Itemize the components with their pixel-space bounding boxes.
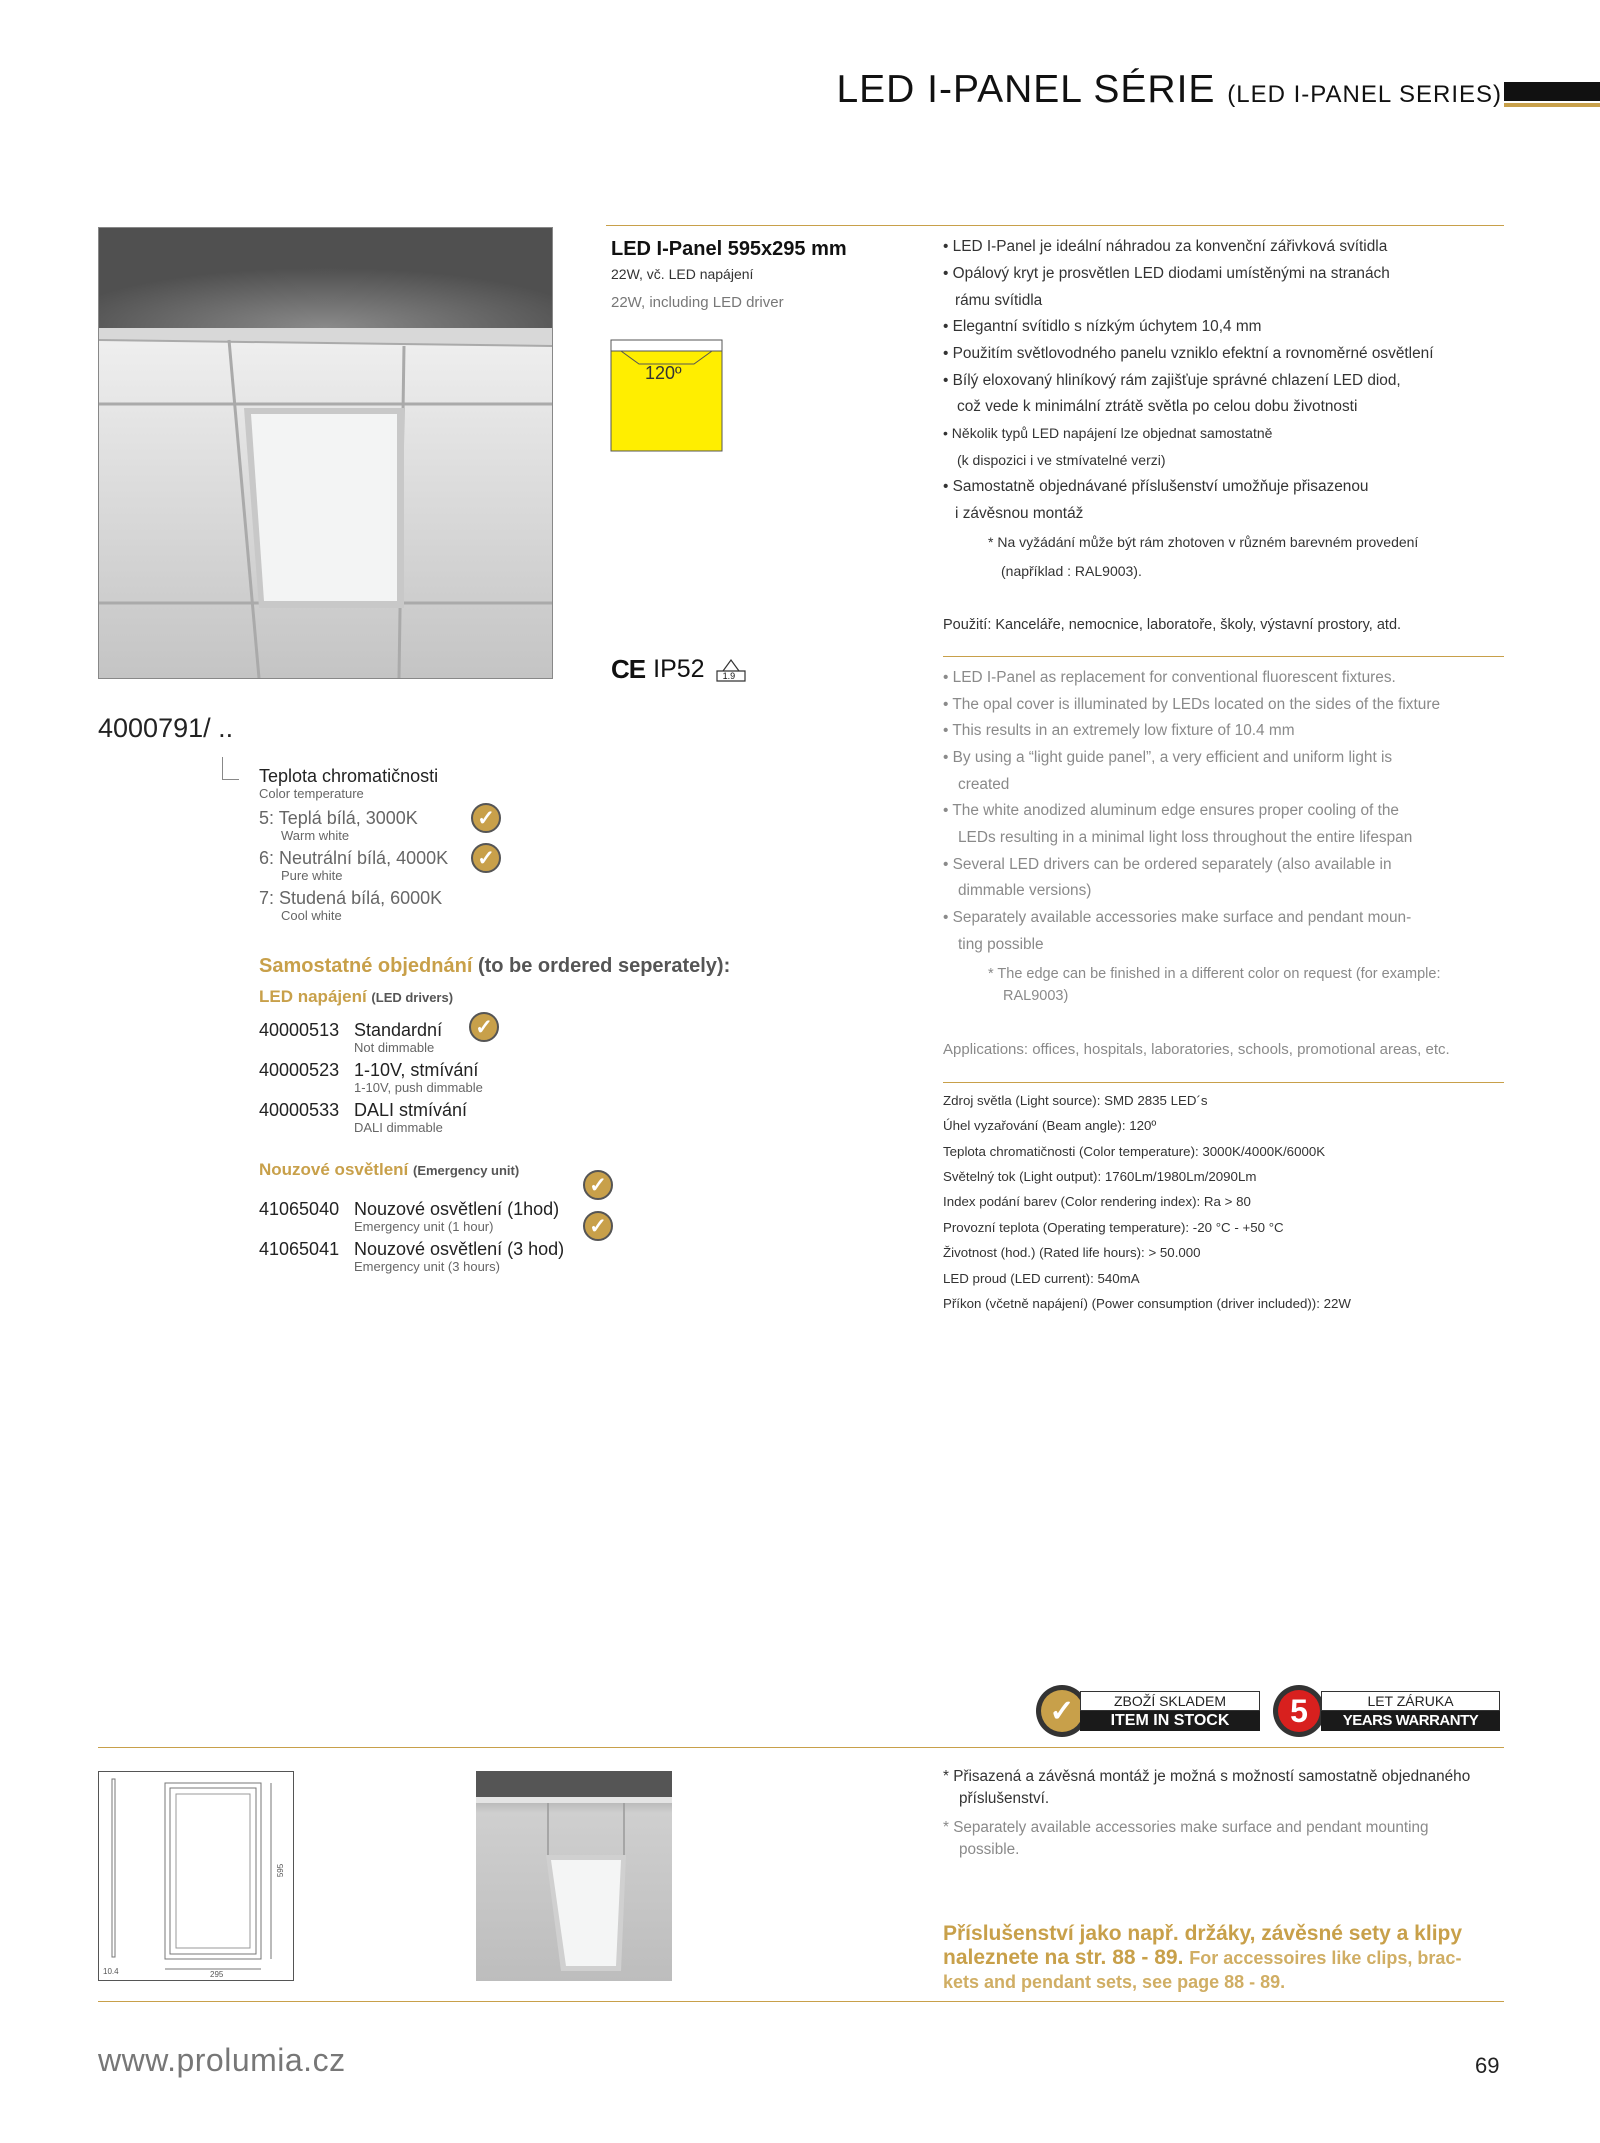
page-number: 69 [1475, 2053, 1500, 2078]
dim-width: 295 [210, 1970, 224, 1979]
feature-cz: • LED I-Panel je ideální náhradou za konvenční zářivková svítidla [943, 238, 1388, 255]
spec-item: Úhel vyzařování (Beam angle): 120º [943, 1118, 1157, 1133]
feature-en: • By using a “light guide panel”, a very efficient and uniform light is [943, 749, 1393, 766]
option-cool-sub: Cool white [281, 908, 342, 923]
dim-depth: 10.4 [103, 1967, 119, 1976]
lower-divider [98, 1747, 1504, 1748]
driver-code: 40000533 [259, 1100, 340, 1120]
dim-height: 595 [276, 1863, 286, 1878]
feature-en: • The white anodized aluminum edge ensures proper cooling of the [943, 802, 1399, 819]
in-stock-check-icon: ✓ [583, 1170, 613, 1200]
bottom-divider [98, 2001, 1504, 2002]
footer-url[interactable]: www.prolumia.cz [98, 2042, 346, 2078]
feature-en: created [958, 776, 1010, 793]
driver-name: Standardní [354, 1020, 443, 1040]
spec-item: LED proud (LED current): 540mA [943, 1271, 1140, 1286]
spec-divider [943, 1082, 1504, 1083]
emergency-name: Nouzové osvětlení (1hod) [354, 1199, 560, 1219]
color-temp-label: Teplota chromatičnosti [259, 766, 439, 786]
product-power-cz: 22W, vč. LED napájení [611, 266, 754, 282]
emergency-title [259, 1160, 519, 1180]
driver-sub: DALI dimmable [354, 1120, 443, 1135]
spec-item: Teplota chromatičnosti (Color temperature): 3000K/4000K/6000K [943, 1144, 1326, 1159]
footnote-en: possible. [959, 1841, 1020, 1858]
mid-divider [943, 656, 1504, 657]
feature-cz: • Elegantní svítidlo s nízkým úchytem 10,4 mm [943, 318, 1262, 335]
feature-cz: což vede k minimální ztrátě světla po celou dobu životnosti [957, 398, 1358, 415]
feature-cz: (k dispozici i ve stmívatelné verzi) [957, 452, 1166, 468]
emergency-sub: Emergency unit (1 hour) [354, 1219, 494, 1234]
feature-en: dimmable versions) [958, 882, 1092, 899]
product-power-en: 22W, including LED driver [611, 294, 784, 311]
beam-angle-value: 120º [645, 363, 682, 383]
feature-en: ting possible [958, 936, 1044, 953]
pendant-photo [476, 1771, 672, 1981]
product-code: 4000791/ .. [98, 713, 234, 743]
emergency-sub: Emergency unit (3 hours) [354, 1259, 500, 1274]
feature-en-note: * The edge can be finished in a different color on request (for example: [988, 966, 1441, 982]
ip-rating: IP52 [653, 655, 705, 683]
in-stock-check-icon: ✓ [471, 843, 501, 873]
ce-mark-icon: CE [611, 654, 646, 684]
option-neutral-sub: Pure white [281, 868, 343, 883]
fixture-rating-icon [713, 657, 749, 683]
spec-item: Životnost (hod.) (Rated life hours): > 50.000 [943, 1245, 1201, 1260]
driver-code: 40000513 [259, 1020, 340, 1040]
feature-cz-note: (například : RAL9003). [1001, 563, 1142, 579]
accessories-line2 [943, 1946, 1461, 1970]
color-temp-label-en: Color temperature [259, 786, 364, 801]
accessories-en-line3: kets and pendant sets, see page 88 - 89. [943, 1972, 1286, 1992]
driver-sub: Not dimmable [354, 1040, 435, 1055]
header-bar-black [1504, 82, 1600, 101]
spec-item: Příkon (včetně napájení) (Power consumption (driver included)): 22W [943, 1296, 1351, 1311]
driver-name: 1-10V, stmívání [354, 1060, 479, 1080]
emergency-code: 41065040 [259, 1199, 340, 1219]
in-stock-check-icon: ✓ [469, 1012, 499, 1042]
feature-cz: i závěsnou montáž [955, 505, 1084, 522]
warranty-number: 5 [1278, 1690, 1320, 1732]
feature-en: • Several LED drivers can be ordered separately (also available in [943, 856, 1392, 873]
option-warm: 5: Teplá bílá, 3000K [259, 808, 418, 828]
title-sub: (LED I-PANEL SERIES) [1227, 81, 1502, 108]
separate-order-title-cz: Samostatné objednání [259, 955, 473, 977]
product-photo [98, 227, 553, 679]
warranty-number-icon [1273, 1685, 1325, 1737]
spec-item: Zdroj světla (Light source): SMD 2835 LED´s [943, 1093, 1208, 1108]
title-main: LED I-PANEL SÉRIE [836, 68, 1216, 111]
feature-en: • The opal cover is illuminated by LEDs located on the sides of the fixture [943, 696, 1441, 713]
feature-cz: • Několik typů LED napájení lze objednat samostatně [943, 425, 1273, 441]
item-in-stock-badge [1036, 1685, 1258, 1737]
in-stock-check-icon: ✓ [471, 803, 501, 833]
beam-angle-icon [609, 338, 724, 453]
feature-cz: rámu svítidla [955, 292, 1043, 309]
accessories-cz: naleznete na str. 88 - 89. [943, 1946, 1184, 1969]
code-connector [222, 757, 239, 780]
warranty-en: YEARS WARRANTY [1321, 1711, 1500, 1731]
separate-order-title-en: (to be ordered seperately): [477, 955, 731, 977]
fixture-rating-value: 1.9 [722, 670, 736, 681]
option-warm-sub: Warm white [281, 828, 350, 843]
footnote-en: * Separately available accessories make surface and pendant mounting [943, 1819, 1429, 1836]
warranty-cz: LET ZÁRUKA [1321, 1691, 1500, 1711]
emergency-title-en: (Emergency unit) [413, 1163, 520, 1178]
emergency-title-cz: Nouzové osvětlení [259, 1160, 409, 1179]
emergency-name: Nouzové osvětlení (3 hod) [354, 1239, 565, 1259]
technical-drawing [98, 1771, 294, 1981]
certification-row [611, 654, 749, 685]
drivers-title-cz: LED napájení [259, 987, 367, 1006]
emergency-code: 41065041 [259, 1239, 340, 1259]
spec-item: Provozní teplota (Operating temperature): -20 °C - +50 °C [943, 1220, 1284, 1235]
product-name: LED I-Panel 595x295 mm [611, 238, 847, 260]
feature-en-note: RAL9003) [1003, 988, 1069, 1004]
drivers-title-en: (LED drivers) [371, 990, 454, 1005]
footnote-cz: příslušenství. [959, 1790, 1050, 1807]
header-bar-gold [1504, 103, 1600, 107]
spec-item: Světelný tok (Light output): 1760Lm/1980Lm/2090Lm [943, 1169, 1257, 1184]
option-cool: 7: Studená bílá, 6000K [259, 888, 443, 908]
driver-name: DALI stmívání [354, 1100, 468, 1120]
drivers-title [259, 987, 453, 1007]
accessories-en: For accessoires like clips, brac- [1189, 1948, 1462, 1968]
feature-cz: • Opálový kryt je prosvětlen LED diodami umístěnými na stranách [943, 265, 1390, 282]
feature-en: • LED I-Panel as replacement for conventional fluorescent fixtures. [943, 669, 1396, 686]
stock-cz: ZBOŽÍ SKLADEM [1080, 1691, 1260, 1711]
feature-cz: • Samostatně objednávané příslušenství umožňuje přisazenou [943, 478, 1369, 495]
page-title [836, 68, 1502, 112]
stock-check-icon: ✓ [1036, 1685, 1088, 1737]
option-neutral: 6: Neutrální bílá, 4000K [259, 848, 449, 868]
top-divider [606, 225, 1504, 226]
stock-en: ITEM IN STOCK [1080, 1711, 1260, 1731]
feature-cz-note: * Na vyžádání může být rám zhotoven v různém barevném provedení [988, 534, 1419, 550]
driver-code: 40000523 [259, 1060, 340, 1080]
separate-order-title [259, 955, 730, 978]
footnote-cz: * Přisazená a závěsná montáž je možná s možností samostatně objednaného [943, 1768, 1471, 1785]
feature-cz: • Použitím světlovodného panelu vzniklo efektní a rovnoměrné osvětlení [943, 345, 1434, 362]
feature-cz: • Bílý eloxovaný hliníkový rám zajišťuje správné chlazení LED diod, [943, 372, 1401, 389]
usage-en: Applications: offices, hospitals, laboratories, schools, promotional areas, etc. [943, 1041, 1450, 1058]
feature-en: LEDs resulting in a minimal light loss throughout the entire lifespan [958, 829, 1413, 846]
warranty-badge [1273, 1685, 1498, 1737]
driver-sub: 1-10V, push dimmable [354, 1080, 483, 1095]
accessories-title: Příslušenství jako např. držáky, závěsné sety a klipy [943, 1922, 1463, 1945]
feature-en: • This results in an extremely low fixture of 10.4 mm [943, 722, 1295, 739]
in-stock-check-icon: ✓ [583, 1211, 613, 1241]
usage-cz: Použití: Kanceláře, nemocnice, laboratoře, školy, výstavní prostory, atd. [943, 617, 1402, 633]
spec-item: Index podání barev (Color rendering index): Ra > 80 [943, 1194, 1251, 1209]
feature-en: • Separately available accessories make surface and pendant moun- [943, 909, 1412, 926]
